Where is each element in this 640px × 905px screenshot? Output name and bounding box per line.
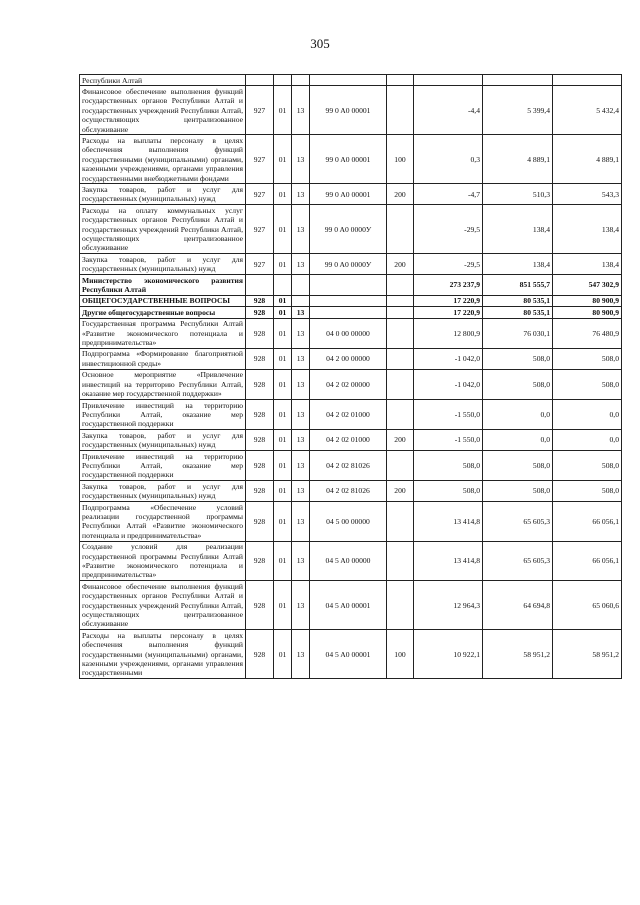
table-row — [80, 295, 622, 306]
expense-type-cell — [387, 400, 414, 430]
expense-type-cell — [387, 86, 414, 135]
amount-year-2-cell: 80 535,1 — [483, 295, 553, 306]
target-article-cell: 99 0 A0 00001 — [310, 184, 387, 205]
subsection-code-cell: 13 — [292, 481, 310, 502]
glava-code-cell: 928 — [246, 481, 274, 502]
target-article-cell: 04 2 02 00000 — [310, 369, 387, 399]
amount-change-cell: 17 220,9 — [414, 307, 483, 318]
item-name-cell: Государственная программа Республики Алтай «Развитие экономического потенциала и предпринимательства» — [80, 318, 246, 348]
expense-type-cell: 100 — [387, 135, 414, 184]
amount-change-cell: -1 042,0 — [414, 369, 483, 399]
subsection-code-cell: 13 — [292, 400, 310, 430]
table-row — [80, 348, 622, 369]
amount-year-3-cell: 65 060,6 — [553, 581, 622, 630]
glava-code-cell: 928 — [246, 541, 274, 581]
glava-code-cell: 928 — [246, 307, 274, 318]
subsection-code-cell: 13 — [292, 502, 310, 542]
expense-type-cell — [387, 541, 414, 581]
expense-type-cell — [387, 295, 414, 306]
target-article-cell: 99 0 A0 0000У — [310, 254, 387, 275]
section-code-cell: 01 — [274, 254, 292, 275]
table-row — [80, 275, 622, 296]
subsection-code-cell: 13 — [292, 254, 310, 275]
item-name-cell: Основное мероприятие «Привлечение инвестиций на территорию Республики Алтай, оказание мер государственной поддержки» — [80, 369, 246, 399]
target-article-cell — [310, 275, 387, 296]
expense-type-cell: 200 — [387, 430, 414, 451]
amount-year-2-cell: 138,4 — [483, 205, 553, 254]
amount-year-3-cell: 0,0 — [553, 400, 622, 430]
section-code-cell: 01 — [274, 400, 292, 430]
expense-type-cell: 200 — [387, 184, 414, 205]
table-row — [80, 502, 622, 542]
amount-year-2-cell: 508,0 — [483, 348, 553, 369]
subsection-code-cell — [292, 295, 310, 306]
item-name-cell: ОБЩЕГОСУДАРСТВЕННЫЕ ВОПРОСЫ — [80, 295, 246, 306]
subsection-code-cell: 13 — [292, 430, 310, 451]
table-row — [80, 451, 622, 481]
target-article-cell: 04 2 00 00000 — [310, 348, 387, 369]
amount-year-2-cell: 76 030,1 — [483, 318, 553, 348]
target-article-cell: 99 0 A0 00001 — [310, 86, 387, 135]
section-code-cell: 01 — [274, 369, 292, 399]
amount-year-2-cell: 58 951,2 — [483, 630, 553, 679]
table-row — [80, 369, 622, 399]
page-number: 305 — [310, 36, 330, 51]
glava-code-cell: 928 — [246, 630, 274, 679]
amount-year-2-cell: 4 889,1 — [483, 135, 553, 184]
table-row — [80, 205, 622, 254]
amount-year-2-cell: 64 694,8 — [483, 581, 553, 630]
section-code-cell — [274, 75, 292, 86]
target-article-cell: 04 2 02 01000 — [310, 430, 387, 451]
target-article-cell: 04 2 02 81026 — [310, 451, 387, 481]
amount-year-3-cell: 4 889,1 — [553, 135, 622, 184]
amount-change-cell: -1 550,0 — [414, 430, 483, 451]
table-row — [80, 307, 622, 318]
subsection-code-cell: 13 — [292, 581, 310, 630]
section-code-cell: 01 — [274, 481, 292, 502]
section-code-cell: 01 — [274, 295, 292, 306]
item-name-cell: Закупка товаров, работ и услуг для государственных (муниципальных) нужд — [80, 184, 246, 205]
amount-change-cell — [414, 75, 483, 86]
amount-change-cell: -29,5 — [414, 254, 483, 275]
glava-code-cell: 928 — [246, 400, 274, 430]
section-code-cell: 01 — [274, 86, 292, 135]
amount-year-2-cell: 65 605,3 — [483, 502, 553, 542]
target-article-cell — [310, 295, 387, 306]
glava-code-cell: 928 — [246, 348, 274, 369]
subsection-code-cell: 13 — [292, 369, 310, 399]
subsection-code-cell: 13 — [292, 205, 310, 254]
amount-year-3-cell: 138,4 — [553, 254, 622, 275]
item-name-cell: Расходы на выплаты персоналу в целях обеспечения выполнения функций государственными (муниципальными) органами, казенными учреждениями, органами управления государственными — [80, 630, 246, 679]
amount-change-cell: -29,5 — [414, 205, 483, 254]
subsection-code-cell: 13 — [292, 86, 310, 135]
amount-year-2-cell: 138,4 — [483, 254, 553, 275]
glava-code-cell: 928 — [246, 581, 274, 630]
subsection-code-cell: 13 — [292, 318, 310, 348]
target-article-cell: 04 5 A0 00001 — [310, 581, 387, 630]
amount-year-3-cell: 58 951,2 — [553, 630, 622, 679]
table-row — [80, 184, 622, 205]
table-row — [80, 541, 622, 581]
expense-type-cell — [387, 275, 414, 296]
expense-type-cell — [387, 581, 414, 630]
amount-year-3-cell: 508,0 — [553, 348, 622, 369]
table-row — [80, 481, 622, 502]
subsection-code-cell: 13 — [292, 348, 310, 369]
amount-change-cell: 0,3 — [414, 135, 483, 184]
amount-year-2-cell: 80 535,1 — [483, 307, 553, 318]
section-code-cell: 01 — [274, 348, 292, 369]
amount-year-2-cell: 508,0 — [483, 481, 553, 502]
amount-year-2-cell: 508,0 — [483, 369, 553, 399]
amount-year-3-cell: 66 056,1 — [553, 502, 622, 542]
section-code-cell: 01 — [274, 630, 292, 679]
amount-year-3-cell: 508,0 — [553, 481, 622, 502]
expense-type-cell — [387, 451, 414, 481]
target-article-cell: 04 5 A0 00001 — [310, 630, 387, 679]
item-name-cell: Подпрограмма «Обеспечение условий реализации государственной программы Республики Алтай «Развитие экономического потенциала и предпринимательства» — [80, 502, 246, 542]
target-article-cell — [310, 307, 387, 318]
amount-year-3-cell: 76 480,9 — [553, 318, 622, 348]
table-row — [80, 86, 622, 135]
amount-change-cell: -1 042,0 — [414, 348, 483, 369]
item-name-cell: Министерство экономического развития Республики Алтай — [80, 275, 246, 296]
amount-year-2-cell: 5 399,4 — [483, 86, 553, 135]
glava-code-cell: 927 — [246, 86, 274, 135]
glava-code-cell: 927 — [246, 184, 274, 205]
item-name-cell: Закупка товаров, работ и услуг для государственных (муниципальных) нужд — [80, 430, 246, 451]
glava-code-cell: 928 — [246, 502, 274, 542]
glava-code-cell: 928 — [246, 430, 274, 451]
amount-year-2-cell — [483, 75, 553, 86]
amount-change-cell: 508,0 — [414, 451, 483, 481]
expense-type-cell — [387, 75, 414, 86]
glava-code-cell: 928 — [246, 451, 274, 481]
item-name-cell: Привлечение инвестиций на территорию Республики Алтай, оказание мер государственной поддержки — [80, 400, 246, 430]
expense-type-cell — [387, 502, 414, 542]
expense-type-cell — [387, 348, 414, 369]
item-name-cell: Привлечение инвестиций на территорию Республики Алтай, оказание мер государственной поддержки — [80, 451, 246, 481]
expense-type-cell: 200 — [387, 481, 414, 502]
target-article-cell: 04 5 00 00000 — [310, 502, 387, 542]
item-name-cell: Закупка товаров, работ и услуг для государственных (муниципальных) нужд — [80, 254, 246, 275]
glava-code-cell: 928 — [246, 295, 274, 306]
subsection-code-cell — [292, 75, 310, 86]
amount-change-cell: 17 220,9 — [414, 295, 483, 306]
amount-change-cell: -4,7 — [414, 184, 483, 205]
amount-year-3-cell: 66 056,1 — [553, 541, 622, 581]
target-article-cell: 04 5 A0 00000 — [310, 541, 387, 581]
amount-change-cell: -1 550,0 — [414, 400, 483, 430]
subsection-code-cell: 13 — [292, 630, 310, 679]
target-article-cell: 04 0 00 00000 — [310, 318, 387, 348]
glava-code-cell: 927 — [246, 135, 274, 184]
amount-year-3-cell: 80 900,9 — [553, 307, 622, 318]
subsection-code-cell: 13 — [292, 541, 310, 581]
amount-year-2-cell: 510,3 — [483, 184, 553, 205]
budget-table — [79, 74, 622, 679]
amount-year-3-cell: 508,0 — [553, 369, 622, 399]
item-name-cell: Другие общегосударственные вопросы — [80, 307, 246, 318]
glava-code-cell: 927 — [246, 205, 274, 254]
table-row — [80, 630, 622, 679]
table-row — [80, 135, 622, 184]
expense-type-cell: 200 — [387, 254, 414, 275]
table-row — [80, 318, 622, 348]
amount-year-3-cell: 508,0 — [553, 451, 622, 481]
item-name-cell: Финансовое обеспечение выполнения функций государственных органов Республики Алтай и государственных учреждений Республики Алтай, осуществляющих централизованное обслуживание — [80, 581, 246, 630]
amount-change-cell: 508,0 — [414, 481, 483, 502]
glava-code-cell: 928 — [246, 369, 274, 399]
subsection-code-cell: 13 — [292, 184, 310, 205]
section-code-cell — [274, 275, 292, 296]
glava-code-cell — [246, 75, 274, 86]
amount-change-cell: 273 237,9 — [414, 275, 483, 296]
amount-change-cell: 13 414,8 — [414, 502, 483, 542]
amount-year-3-cell: 547 302,9 — [553, 275, 622, 296]
amount-year-3-cell: 0,0 — [553, 430, 622, 451]
amount-change-cell: 12 964,3 — [414, 581, 483, 630]
item-name-cell: Расходы на оплату коммунальных услуг государственных органов Республики Алтай и государственных учреждений Республики Алтай, осуществляющих централизованное обслуживание — [80, 205, 246, 254]
target-article-cell: 99 0 A0 00001 — [310, 135, 387, 184]
glava-code-cell — [246, 275, 274, 296]
section-code-cell: 01 — [274, 318, 292, 348]
table-row — [80, 581, 622, 630]
glava-code-cell: 928 — [246, 318, 274, 348]
expense-type-cell — [387, 205, 414, 254]
subsection-code-cell: 13 — [292, 451, 310, 481]
section-code-cell: 01 — [274, 430, 292, 451]
item-name-cell: Подпрограмма «Формирование благоприятной инвестиционной среды» — [80, 348, 246, 369]
amount-change-cell: 13 414,8 — [414, 541, 483, 581]
table-row — [80, 400, 622, 430]
expense-type-cell — [387, 369, 414, 399]
subsection-code-cell: 13 — [292, 307, 310, 318]
amount-change-cell: 12 800,9 — [414, 318, 483, 348]
target-article-cell: 99 0 A0 0000У — [310, 205, 387, 254]
amount-year-3-cell: 138,4 — [553, 205, 622, 254]
item-name-cell: Республики Алтай — [80, 75, 246, 86]
amount-year-3-cell — [553, 75, 622, 86]
table-row — [80, 75, 622, 86]
section-code-cell: 01 — [274, 135, 292, 184]
item-name-cell: Закупка товаров, работ и услуг для государственных (муниципальных) нужд — [80, 481, 246, 502]
section-code-cell: 01 — [274, 451, 292, 481]
amount-year-3-cell: 543,3 — [553, 184, 622, 205]
table-row — [80, 430, 622, 451]
amount-change-cell: 10 922,1 — [414, 630, 483, 679]
section-code-cell: 01 — [274, 541, 292, 581]
table-row — [80, 254, 622, 275]
amount-change-cell: -4,4 — [414, 86, 483, 135]
amount-year-3-cell: 5 432,4 — [553, 86, 622, 135]
section-code-cell: 01 — [274, 307, 292, 318]
expense-type-cell — [387, 318, 414, 348]
amount-year-2-cell: 508,0 — [483, 451, 553, 481]
amount-year-2-cell: 0,0 — [483, 430, 553, 451]
expense-type-cell — [387, 307, 414, 318]
glava-code-cell: 927 — [246, 254, 274, 275]
item-name-cell: Создание условий для реализации государственной программы Республики Алтай «Развитие экономического потенциала и предпринимательства» — [80, 541, 246, 581]
section-code-cell: 01 — [274, 205, 292, 254]
section-code-cell: 01 — [274, 502, 292, 542]
item-name-cell: Финансовое обеспечение выполнения функций государственных органов Республики Алтай и государственных учреждений Республики Алтай, осуществляющих централизованное обслуживание — [80, 86, 246, 135]
amount-year-3-cell: 80 900,9 — [553, 295, 622, 306]
item-name-cell: Расходы на выплаты персоналу в целях обеспечения выполнения функций государственными (муниципальными) органами, казенными учреждениями, органами управления государственными внебюджетными фондами — [80, 135, 246, 184]
target-article-cell: 04 2 02 01000 — [310, 400, 387, 430]
expense-type-cell: 100 — [387, 630, 414, 679]
target-article-cell — [310, 75, 387, 86]
section-code-cell: 01 — [274, 184, 292, 205]
amount-year-2-cell: 0,0 — [483, 400, 553, 430]
amount-year-2-cell: 851 555,7 — [483, 275, 553, 296]
subsection-code-cell: 13 — [292, 135, 310, 184]
subsection-code-cell — [292, 275, 310, 296]
amount-year-2-cell: 65 605,3 — [483, 541, 553, 581]
section-code-cell: 01 — [274, 581, 292, 630]
target-article-cell: 04 2 02 81026 — [310, 481, 387, 502]
